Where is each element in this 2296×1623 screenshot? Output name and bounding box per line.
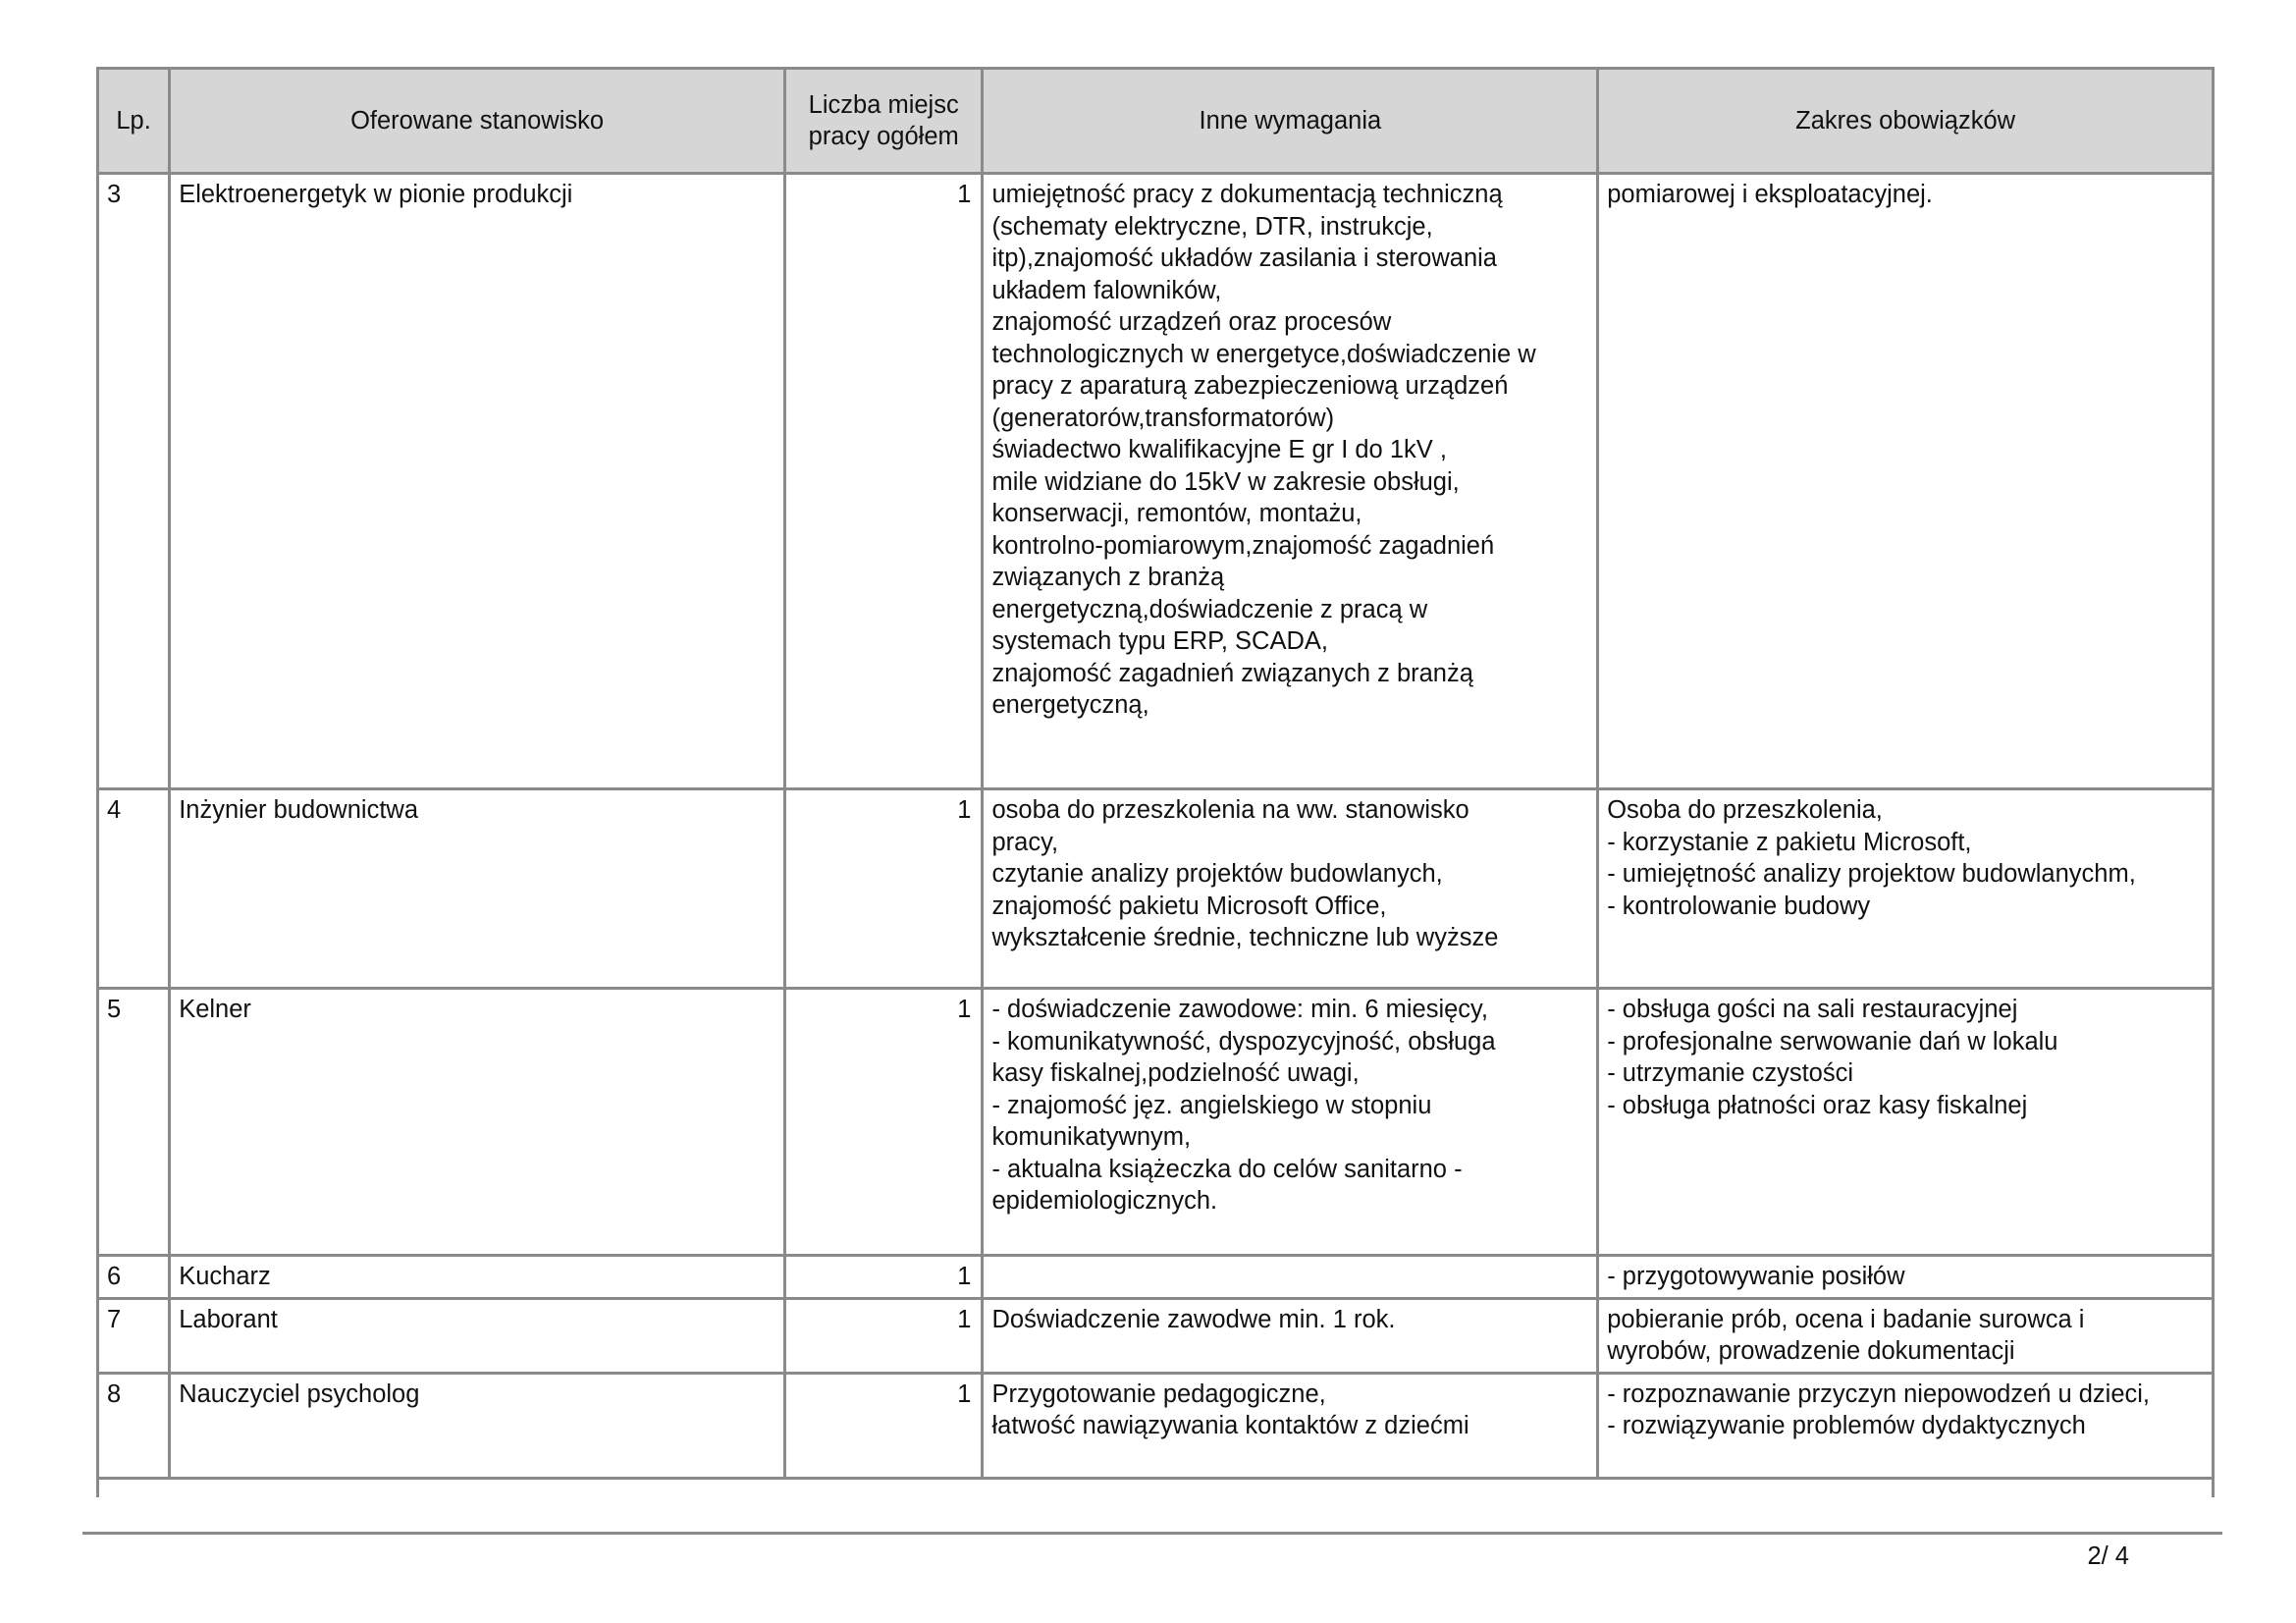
header-lp: Lp. [98, 69, 170, 174]
table-row [98, 1256, 2214, 1299]
row-requirements: Przygotowanie pedagogiczne, łatwość nawiązywania kontaktów z dziećmi [983, 1373, 1598, 1478]
footer-divider [82, 1532, 2222, 1535]
row-requirements: - doświadczenie zawodowe: min. 6 miesięcy, - komunikatywność, dyspozycyjność, obsługa kasy fiskalnej,podzielność uwagi, - znajomość jęz. angielskiego w stopniu komunikatywnym, - aktualna książeczka do celów sanitarno - epidemiologicznych. [983, 989, 1598, 1256]
row-lp: 7 [98, 1298, 170, 1373]
header-position: Oferowane stanowisko [170, 69, 785, 174]
table-continuation-row [98, 1478, 2214, 1497]
table-continuation-cell [98, 1478, 2214, 1497]
row-places: 1 [784, 1373, 983, 1478]
row-duties: pobieranie prób, ocena i badanie surowca i wyrobów, prowadzenie dokumentacji [1598, 1298, 2214, 1373]
row-lp: 6 [98, 1256, 170, 1299]
row-position: Kelner [170, 989, 785, 1256]
row-places: 1 [784, 789, 983, 989]
table-row [98, 789, 2214, 989]
row-requirements [983, 1256, 1598, 1299]
header-requirements: Inne wymagania [983, 69, 1598, 174]
row-duties: - obsługa gości na sali restauracyjnej - profesjonalne serwowanie dań w lokalu - utrzymanie czystości - obsługa płatności oraz kasy fiskalnej [1598, 989, 2214, 1256]
row-duties: Osoba do przeszkolenia, - korzystanie z pakietu Microsoft, - umiejętność analizy projektow budowlanychm, - kontrolowanie budowy [1598, 789, 2214, 989]
row-duties: - przygotowywanie posiłów [1598, 1256, 2214, 1299]
row-position: Kucharz [170, 1256, 785, 1299]
row-requirements: osoba do przeszkolenia na ww. stanowisko pracy, czytanie analizy projektów budowlanych, znajomość pakietu Microsoft Office, wykształcenie średnie, techniczne lub wyższe [983, 789, 1598, 989]
row-lp: 4 [98, 789, 170, 989]
row-places: 1 [784, 1256, 983, 1299]
row-requirements: umiejętność pracy z dokumentacją techniczną (schematy elektryczne, DTR, instrukcje, itp),znajomość układów zasilania i sterowania układem falowników, znajomość urządzeń oraz procesów technologicznych w energetyce,doświadczenie w pracy z aparaturą zabezpieczeniową urządzeń (generatorów,transformatorów) świadectwo kwalifikacyjne E gr I do 1kV , mile widziane do 15kV w zakresie obsługi, konserwacji, remontów, montażu, kontrolno-pomiarowym,znajomość zagadnień związanych z branżą energetyczną,doświadczenie z pracą w systemach typu ERP, SCADA, znajomość zagadnień związanych z branżą energetyczną, [983, 174, 1598, 789]
table-row [98, 1298, 2214, 1373]
row-lp: 5 [98, 989, 170, 1256]
row-requirements: Doświadczenie zawodwe min. 1 rok. [983, 1298, 1598, 1373]
row-places: 1 [784, 174, 983, 789]
page-number: 2/ 4 [2087, 1542, 2129, 1570]
header-row [98, 69, 2214, 174]
row-duties: - rozpoznawanie przyczyn niepowodzeń u dzieci, - rozwiązywanie problemów dydaktycznych [1598, 1373, 2214, 1478]
row-lp: 8 [98, 1373, 170, 1478]
header-places: Liczba miejsc pracy ogółem [784, 69, 983, 174]
row-position: Inżynier budownictwa [170, 789, 785, 989]
row-position: Laborant [170, 1298, 785, 1373]
row-places: 1 [784, 1298, 983, 1373]
table-row [98, 989, 2214, 1256]
row-lp: 3 [98, 174, 170, 789]
row-position: Elektroenergetyk w pionie produkcji [170, 174, 785, 789]
row-duties: pomiarowej i eksploatacyjnej. [1598, 174, 2214, 789]
job-offers-table [96, 67, 2215, 1497]
row-position: Nauczyciel psycholog [170, 1373, 785, 1478]
header-duties: Zakres obowiązków [1598, 69, 2214, 174]
row-places: 1 [784, 989, 983, 1256]
table-row [98, 1373, 2214, 1478]
table-row [98, 174, 2214, 789]
